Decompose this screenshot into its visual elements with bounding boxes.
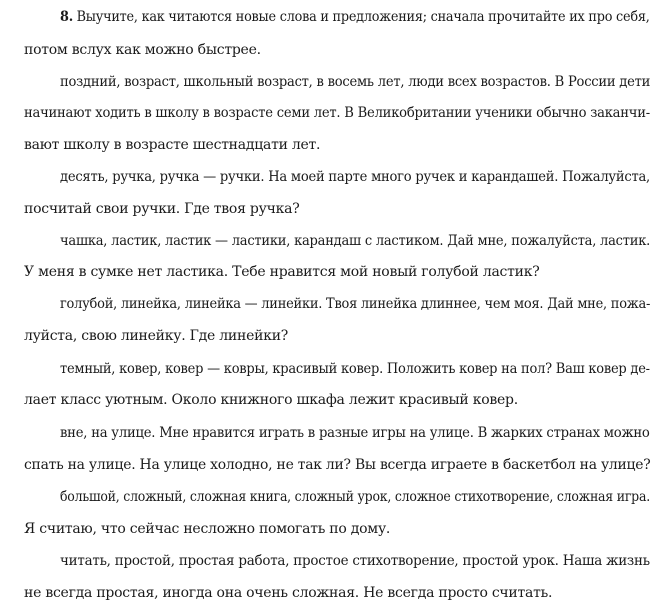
paragraph-3-line-1: чашка, ластик, ластик — ластики, карандаш с ластиком. Дай мне, пожалуйста, ластик. [60,233,651,249]
paragraph-1-line-1: поздний, возраст, школьный возраст, в восемь лет, люди всех возрастов. В России дети [60,74,651,90]
paragraph-6-line-2: спать на улице. На улице холодно, не так ли? Вы всегда играете в баскетбол на улице? [24,457,651,473]
paragraph-7-line-2: Я считаю, что сейчас несложно помогать по дому. [24,521,391,537]
paragraph-8-line-2: не всегда простая, иногда она очень сложная. Не всегда просто считать. [24,585,553,601]
exercise-instruction-line-1 [60,8,650,26]
paragraph-4-line-2: луйста, свою линейку. Где линейки? [24,328,289,344]
paragraph-8-line-1: читать, простой, простая работа, простое стихотворение, простой урок. Наша жизнь [60,553,650,569]
paragraph-3-line-2: У меня в сумке нет ластика. Тебе нравится мой новый голубой ластик? [24,264,540,280]
paragraph-4-line-1: голубой, линейка, линейка — линейки. Твоя линейка длиннее, чем моя. Дай мне, пожа- [60,296,651,312]
paragraph-5-line-2: лает класс уютным. Около книжного шкафа лежит красивый ковер. [24,392,518,408]
exercise-instruction-text: Выучите, как читаются новые слова и предложения; сначала прочитайте их про себя, [76,9,650,25]
exercise-number: 8. [60,9,73,25]
paragraph-7-line-1: большой, сложный, сложная книга, сложный урок, сложное стихотворение, сложная игра. [60,489,650,505]
exercise-instruction-line-2: потом вслух как можно быстрее. [24,42,261,58]
paragraph-6-line-1: вне, на улице. Мне нравится играть в разные игры на улице. В жарких странах можно [60,425,650,441]
paragraph-1-line-3: вают школу в возрасте шестнадцати лет. [24,137,321,153]
paragraph-2-line-2: посчитай свои ручки. Где твоя ручка? [24,201,300,217]
paragraph-2-line-1: десять, ручка, ручка — ручки. На моей парте много ручек и карандашей. Пожалуйста, [60,169,650,185]
paragraph-5-line-1: темный, ковер, ковер — ковры, красивый ковер. Положить ковер на пол? Ваш ковер де- [60,361,650,377]
paragraph-1-line-2: начинают ходить в школу в возрасте семи лет. В Великобритании ученики обычно заканчи- [24,105,650,121]
